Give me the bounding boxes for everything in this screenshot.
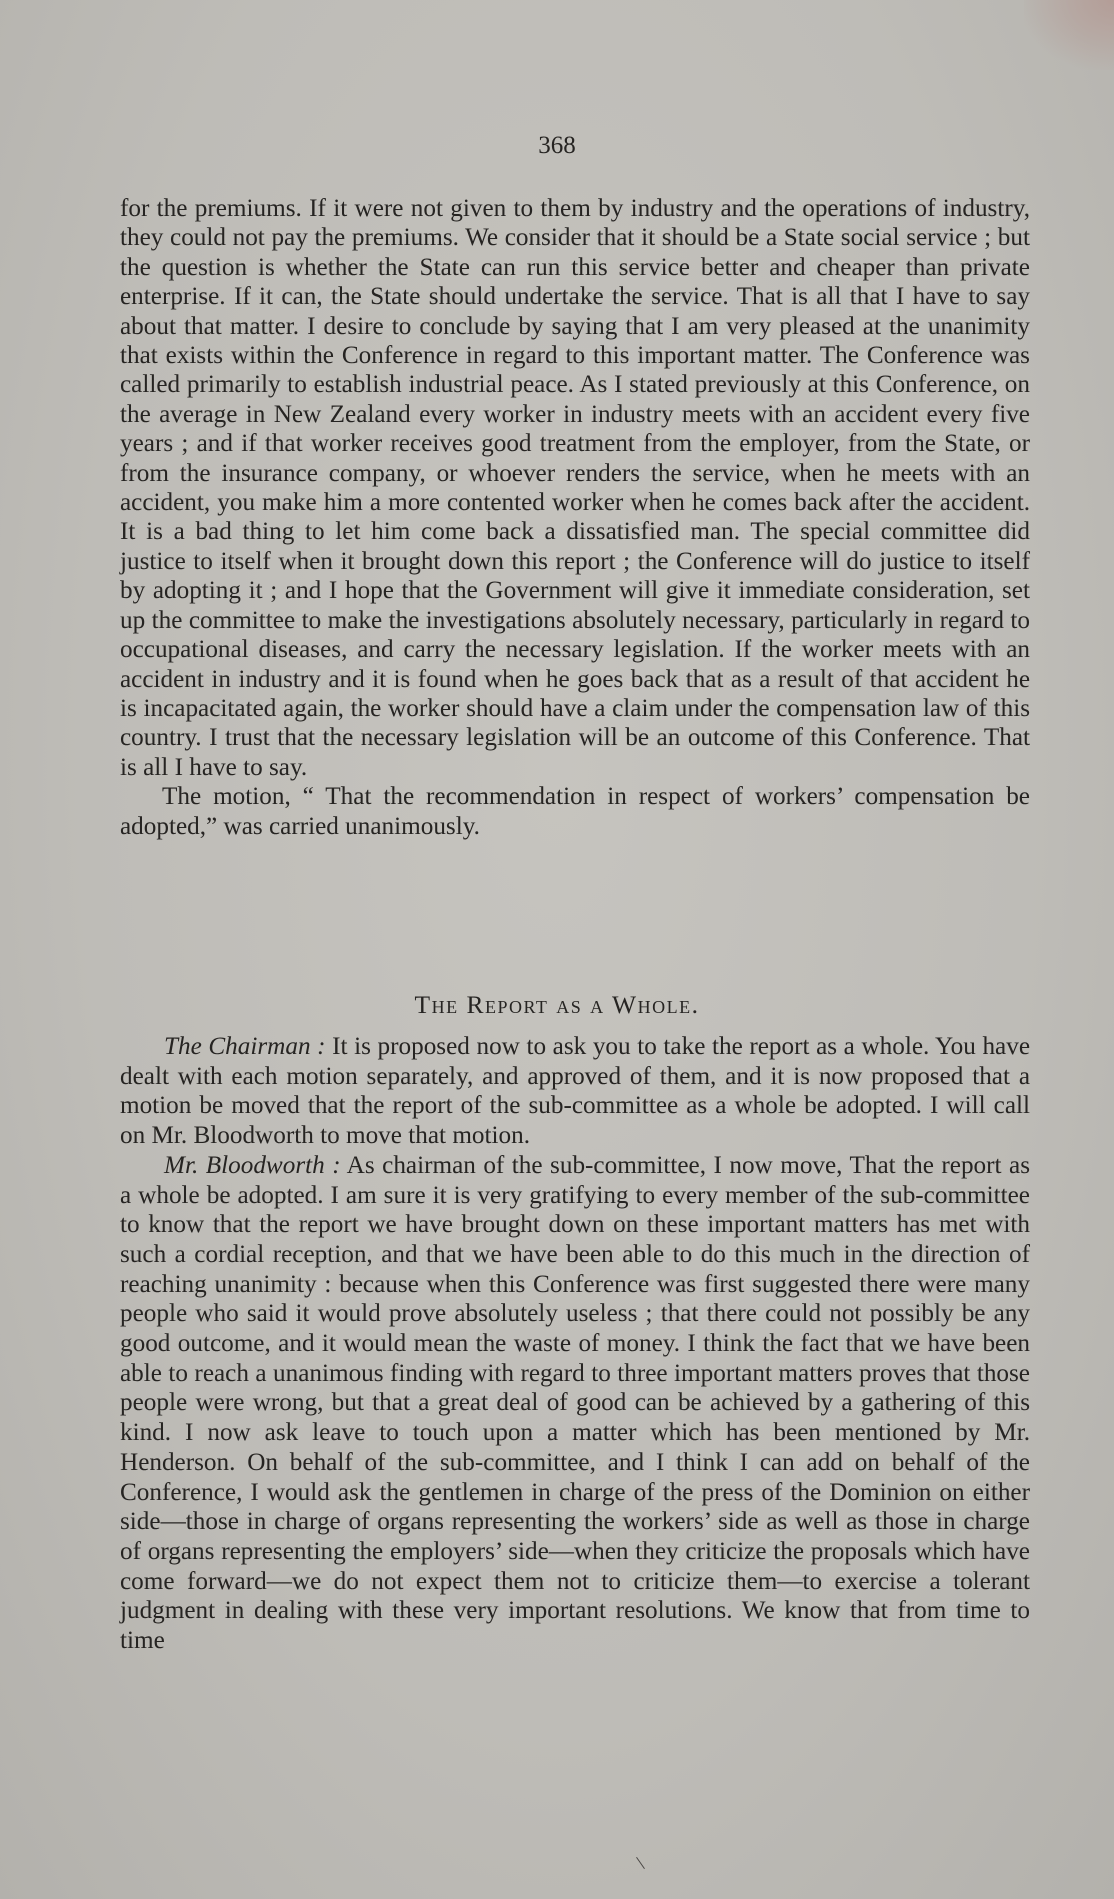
body-text-bottom [120, 1032, 1030, 1656]
paragraph: for the premiums. If it were not given to them by industry and the operations of industry, they could not pay the premiums. We consider that it should be a State social service ; but the question is whether the State can run this service better and cheaper than private enterprise. If it can, the State should undertake the service. That is all that I have to say about that matter. I desire to conclude by saying that I am very pleased at the unanimity that exists within the Conference in regard to this important matter. The Conference was called primarily to establish industrial peace. As I stated previously at this Conference, on the average in New Zealand every worker in industry meets with an accident every five years ; and if that worker receives good treatment from the employer, from the State, or from the insurance company, or whoever renders the service, when he meets with an accident, you make him a more contented worker when he comes back after the accident. It is a bad thing to let him come back a dissatisfied man. The special committee did justice to itself when it brought down this report ; the Conference will do justice to itself by adopting it ; and I hope that the Government will give it immediate consideration, set up the committee to make the investigations absolutely necessary, particularly in regard to occupational diseases, and carry the necessary legislation. If the worker meets with an accident in industry and it is found when he goes back that as a result of that accident he is incapacitated again, the worker should have a claim under the compensation law of this country. I trust that the necessary legislation will be an outcome of this Conference. That is all I have to say. [120, 195, 1030, 781]
section-heading: The Report as a Whole. [414, 990, 700, 1019]
body-text-top [120, 194, 1030, 841]
speaker-name: The Chairman : [164, 1033, 326, 1060]
bloodworth-paragraph [120, 1151, 1030, 1656]
corner-stain [1024, 0, 1114, 70]
speaker-name: Mr. Bloodworth : [164, 1151, 341, 1179]
speech-text: As chairman of the sub-committee, I now move, That the report as a whole be adopted. I am sure it is very gratifying to every member of the sub-committee to know that the report we have brought down on these important matters has met with such a cordial reception, and that we have been able to do this much in the direction of reaching unanimity : because when this Conference was first suggested there were many people who said it would prove absolutely useless ; that there could not possibly be any good outcome, and it would mean the waste of money. I think the fact that we have been able to reach a unanimous finding with regard to three important matters proves that those people were wrong, but that a great deal of good can be achieved by a gathering of this kind. I now ask leave to touch upon a matter which has been mentioned by Mr. Henderson. On behalf of the sub-committee, and I think I can add on behalf of the Conference, I would ask the gentlemen in charge of the press of the Dominion on either side—those in charge of organs representing the workers’ side as well as those in charge of organs representing the employers’ side—when they criticize the proposals which have come forward—we do not expect them not to criticize them—to exercise a tolerant judgment in dealing with these very important resolutions. We know that from time to time [120, 1151, 1030, 1655]
page-number: 368 [538, 132, 576, 159]
paper-mark [636, 1857, 645, 1869]
paragraph: The motion, “ That the recommendation in respect of workers’ compensation be adopted,” was carried unanimously. [120, 783, 1030, 840]
speech-text: It is proposed now to ask you to take the report as a whole. You have dealt with each motion separately, and approved of them, and it is now proposed that a motion be moved that the report of the sub-committee as a whole be adopted. I will call on Mr. Bloodworth to move that motion. [120, 1033, 1030, 1150]
chairman-paragraph [120, 1032, 1030, 1151]
